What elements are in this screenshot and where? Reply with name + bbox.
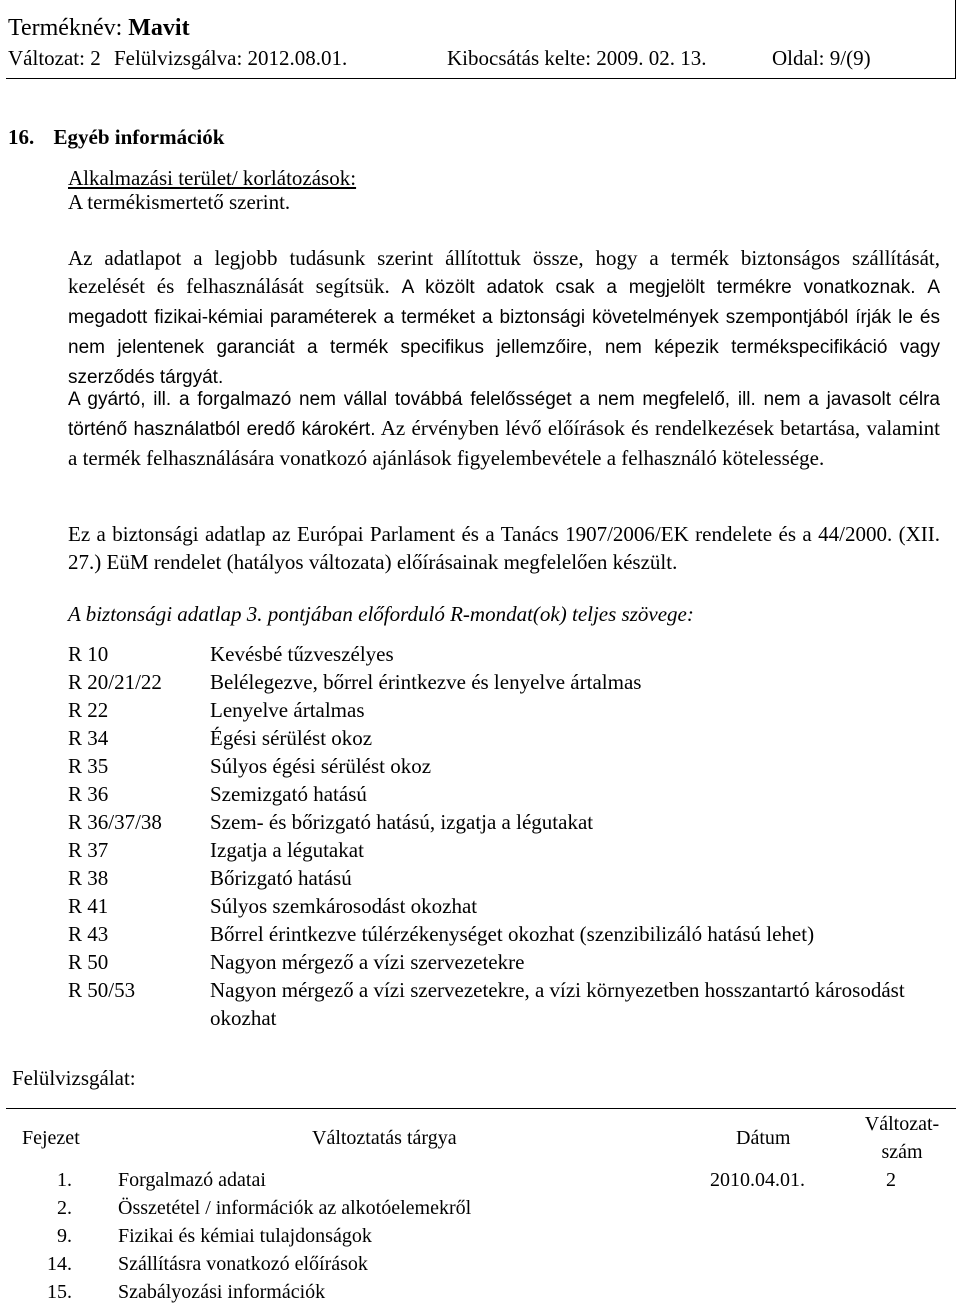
r-phrase-text: Szemizgató hatású xyxy=(210,782,367,806)
r-phrase-code: R 35 xyxy=(68,754,109,778)
review-version: 2 xyxy=(886,1169,896,1191)
paragraph-liability-rest: Az érvényben lévő előírások és rendelkezések betartása, valamint a termék felhasználására vonatkozó ajánlások figyelembevétele a felhasználó kötelessége. xyxy=(68,416,941,470)
r-phrases-heading: A biztonsági adatlap 3. pontjában előforduló R-mondat(ok) teljes szövege: xyxy=(68,602,694,626)
page-number: Oldal: 9/(9) xyxy=(772,46,871,70)
r-phrase-text: Szem- és bőrizgató hatású, izgatja a légutakat xyxy=(210,810,594,834)
r-phrase-text: Lenyelve ártalmas xyxy=(210,698,365,722)
r-phrase-code: R 43 xyxy=(68,922,109,946)
product-name-line xyxy=(8,13,190,43)
r-phrase-text: Belélegezve, bőrrel érintkezve és lenyelve ártalmas xyxy=(210,670,642,694)
section-number: 16. xyxy=(8,125,35,149)
r-phrase-code: R 50 xyxy=(68,950,109,974)
column-header-version: Változat-szám xyxy=(864,1113,940,1163)
section-title: Egyéb információk xyxy=(53,125,225,149)
usage-value: A termékismertető szerint. xyxy=(68,190,291,214)
header-meta-line xyxy=(8,44,958,72)
issued-text: Kibocsátás kelte: 2009. 02. 13. xyxy=(447,46,707,70)
paragraph-regulation: Ez a biztonsági adatlap az Európai Parlament és a Tanács 1907/2006/EK rendelete és a 44/2000. (XII. 27.) EüM rendelet (hatályos változata) előírásainak megfelelően készült. xyxy=(68,522,940,574)
review-subject: Fizikai és kémiai tulajdonságok xyxy=(118,1225,372,1247)
paragraph-disclaimer-intro: Az adatlapot a legjobb tudásunk szerint állítottuk össze, hogy a termék biztonságos szállítását, kezelését és felhasználását segítsük. xyxy=(68,246,940,298)
r-phrase-code: R 22 xyxy=(68,698,109,722)
r-phrase-code: R 38 xyxy=(68,866,109,890)
header-divider xyxy=(6,78,956,79)
r-phrase-text: Égési sérülést okoz xyxy=(210,726,373,750)
section-heading xyxy=(8,123,224,151)
paragraph-disclaimer-rest: A megadott fizikai-kémiai paraméterek a terméket a biztonsági követelmények szempontjából írják le és nem jelentenek garanciát a termék specifikus jellemzőire, nem képezik termékspecifikáció vagy szerződés tárgyát. xyxy=(68,277,940,388)
column-header-date: Dátum xyxy=(736,1127,791,1149)
column-header-chapter: Fejezet xyxy=(22,1127,80,1149)
r-phrase-text: Bőrrel érintkezve túlérzékenységet okozhat (szenzibilizáló hatású lehet) xyxy=(210,922,815,946)
r-phrase-code: R 36 xyxy=(68,782,109,806)
paragraph-liability xyxy=(68,384,940,472)
paragraph-liability-sans: A gyártó, ill. a forgalmazó nem vállal továbbá felelősséget a nem megfelelő, ill. nem a javasolt célra történő használatból eredő károkért. xyxy=(68,389,940,440)
r-phrase-text: Bőrizgató hatású xyxy=(210,866,352,890)
review-label: Felülvizsgálat: xyxy=(12,1066,136,1090)
review-chapter: 15. xyxy=(47,1281,72,1303)
r-phrase-code: R 50/53 xyxy=(68,978,136,1002)
r-phrase-text: Nagyon mérgező a vízi szervezetekre xyxy=(210,950,525,974)
review-chapter: 1. xyxy=(57,1169,72,1191)
r-phrase-text: Izgatja a légutakat xyxy=(210,838,364,862)
r-phrase-code: R 37 xyxy=(68,838,109,862)
product-name: Mavit xyxy=(128,15,190,41)
r-phrase-code: R 41 xyxy=(68,894,109,918)
review-subject: Forgalmazó adatai xyxy=(118,1169,266,1191)
usage-label: Alkalmazási terület/ korlátozások: xyxy=(68,166,357,190)
review-date: 2010.04.01. xyxy=(710,1169,805,1191)
review-subject: Szállításra vonatkozó előírások xyxy=(118,1253,368,1275)
review-table-top-border xyxy=(6,1108,956,1109)
r-phrase-code: R 34 xyxy=(68,726,109,750)
r-phrase-text: Súlyos szemkárosodást okozhat xyxy=(210,894,478,918)
review-chapter: 14. xyxy=(47,1253,72,1275)
review-chapter: 9. xyxy=(57,1225,72,1247)
r-phrase-text: Súlyos égési sérülést okoz xyxy=(210,754,432,778)
revised-text: Felülvizsgálva: 2012.08.01. xyxy=(113,46,348,70)
paragraph-disclaimer xyxy=(68,244,940,392)
review-subject: Összetétel / információk az alkotóelemekről xyxy=(118,1197,472,1219)
r-phrase-text: Nagyon mérgező a vízi szervezetekre, a vízi környezetben hosszantartó károsodást okozhat xyxy=(210,978,905,1030)
r-phrase-code: R 20/21/22 xyxy=(68,670,162,694)
review-chapter: 2. xyxy=(57,1197,72,1219)
version-text: Változat: 2 xyxy=(8,46,101,70)
header-right-border xyxy=(955,0,956,78)
column-header-subject: Változtatás tárgya xyxy=(312,1127,457,1149)
product-label: Terméknév: xyxy=(8,15,123,41)
review-subject: Szabályozási információk xyxy=(118,1281,326,1303)
r-phrase-code: R 10 xyxy=(68,642,109,666)
r-phrase-code: R 36/37/38 xyxy=(68,810,162,834)
r-phrase-text: Kevésbé tűzveszélyes xyxy=(210,642,394,666)
paragraph-disclaimer-sans: A közölt adatok csak a megjelölt termékre vonatkoznak. xyxy=(401,277,916,298)
